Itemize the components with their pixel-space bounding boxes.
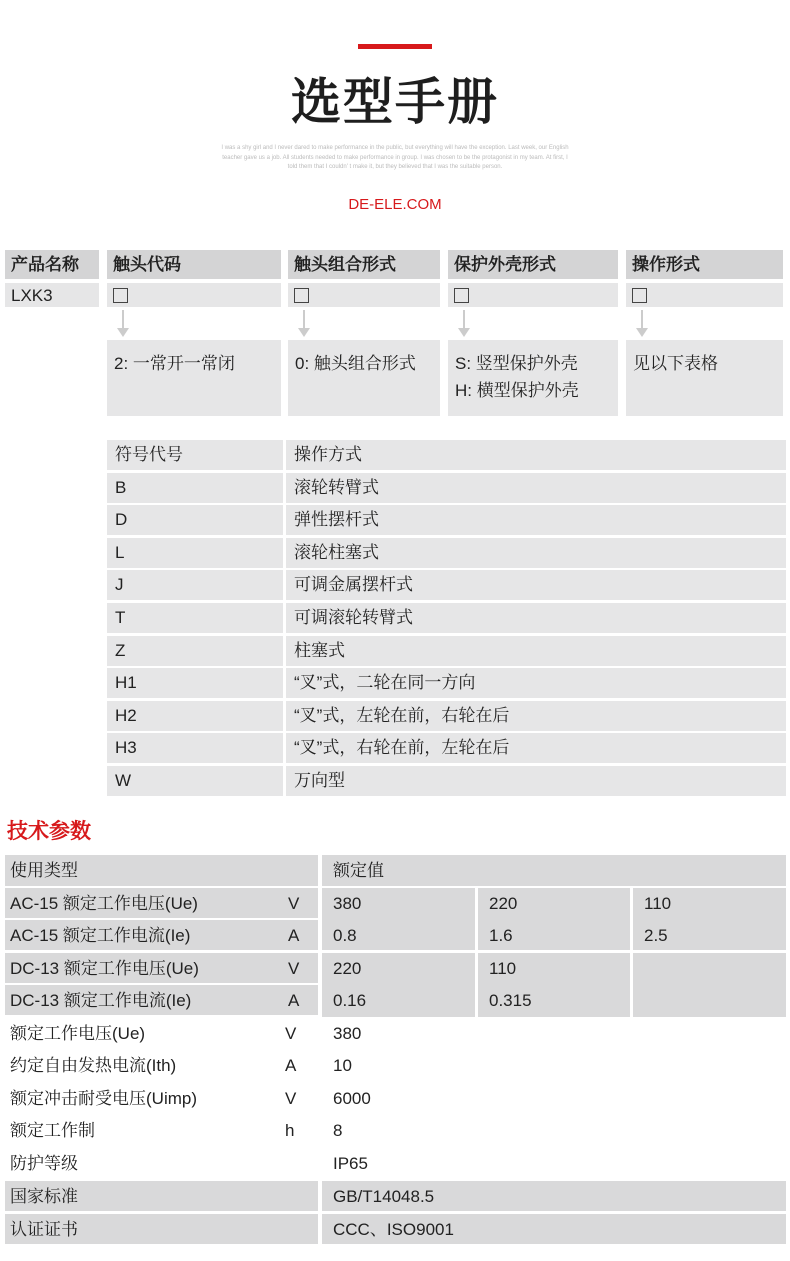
param-value: CCC、ISO9001	[322, 1214, 786, 1244]
code-placeholder-cell	[107, 283, 281, 307]
model-header: 保护外壳形式	[448, 250, 618, 279]
arrow-down-icon	[463, 310, 465, 332]
param-name: 国家标准	[5, 1181, 318, 1211]
checkbox-icon	[113, 288, 128, 303]
section-title-tech: 技术参数	[7, 820, 91, 843]
page-title: 选型手册	[291, 74, 499, 130]
symbol-code: H1	[107, 668, 283, 698]
tech-header: 额定值	[322, 855, 786, 886]
param-value: IP65	[333, 1153, 368, 1173]
rated-value: 110	[489, 958, 517, 978]
operation-mode: “叉”式，右轮在前，左轮在后	[286, 733, 786, 763]
param-unit	[280, 1148, 285, 1179]
operation-header: 操作方式	[286, 440, 786, 470]
symbol-header: 符号代号	[107, 440, 283, 470]
operation-mode: “叉”式，左轮在前，右轮在后	[286, 701, 786, 731]
param-unit: V	[288, 958, 300, 978]
param-unit: V	[285, 1024, 297, 1043]
symbol-code: Z	[107, 636, 283, 666]
param-name: 额定工作电压(Ue)	[10, 1024, 146, 1043]
operation-mode: 可调金属摆杆式	[286, 570, 786, 600]
param-name: DC-13 额定工作电流(Ie)	[5, 985, 318, 1015]
rated-value: 380	[333, 894, 362, 913]
param-value: 380	[333, 1024, 362, 1043]
operation-mode: 滚轮柱塞式	[286, 538, 786, 568]
param-value: 6000	[333, 1088, 371, 1108]
operation-mode: 万向型	[286, 766, 786, 796]
rated-value	[639, 953, 644, 984]
rated-value: 110	[644, 894, 672, 913]
arrow-down-icon	[641, 310, 643, 332]
rated-value: 220	[489, 894, 518, 913]
tech-header: 使用类型	[5, 855, 318, 886]
param-value: GB/T14048.5	[322, 1181, 786, 1211]
site-link[interactable]: DE-ELE.COM	[348, 196, 442, 213]
symbol-code: H3	[107, 733, 283, 763]
checkbox-icon	[294, 288, 309, 303]
rated-value: 1.6	[489, 926, 513, 946]
param-unit: A	[288, 926, 300, 946]
symbol-code: L	[107, 538, 283, 568]
rated-value: 0.8	[333, 926, 357, 946]
param-unit: V	[285, 1088, 297, 1108]
operation-mode: 滚轮转臂式	[286, 473, 786, 503]
option-description: 2: 一常开一常闭	[107, 340, 281, 416]
param-unit: V	[288, 894, 300, 913]
operation-mode: 柱塞式	[286, 636, 786, 666]
symbol-code: W	[107, 766, 283, 796]
param-name: 额定冲击耐受电压(Uimp)	[10, 1088, 197, 1108]
code-placeholder-cell	[288, 283, 440, 307]
value-cell-bg	[633, 953, 786, 1017]
option-description: S: 竖型保护外壳 H: 横型保护外壳	[448, 340, 618, 416]
param-name: 防护等级	[10, 1153, 78, 1173]
rated-value	[639, 985, 644, 1016]
symbol-code: D	[107, 505, 283, 535]
param-name: AC-15 额定工作电压(Ue)	[5, 888, 318, 918]
code-placeholder-cell	[448, 283, 618, 307]
model-header: 触头代码	[107, 250, 281, 279]
rated-value: 0.16	[333, 991, 367, 1011]
symbol-code: H2	[107, 701, 283, 731]
option-description: 0: 触头组合形式	[288, 340, 440, 416]
param-unit: h	[285, 1121, 295, 1141]
param-name: 认证证书	[5, 1214, 318, 1244]
arrow-down-icon	[303, 310, 305, 332]
operation-mode: 可调滚轮转臂式	[286, 603, 786, 633]
symbol-code: T	[107, 603, 283, 633]
model-header: 触头组合形式	[288, 250, 440, 279]
model-header: 产品名称	[5, 250, 99, 279]
param-unit: A	[288, 991, 300, 1011]
param-name: 约定自由发热电流(Ith)	[10, 1056, 177, 1076]
param-name: AC-15 额定工作电流(Ie)	[5, 920, 318, 950]
arrow-down-icon	[122, 310, 124, 332]
checkbox-icon	[454, 288, 469, 303]
operation-mode: “叉”式，二轮在同一方向	[286, 668, 786, 698]
blurb-text: I was a shy girl and I never dared to make performance in the public, but everything will have the exception. Last week, our English teacher gave us a job. All students needed to make performance in group. I was chosen to be the protagonist in my team. At first, I told them that I couldn' t make it, but they believed that I was the suitable person.	[221, 145, 569, 170]
param-unit: A	[285, 1056, 297, 1076]
param-value: 8	[333, 1121, 343, 1141]
symbol-code: B	[107, 473, 283, 503]
param-name: DC-13 额定工作电压(Ue)	[5, 953, 318, 983]
model-header: 操作形式	[626, 250, 783, 279]
code-placeholder-cell	[626, 283, 783, 307]
option-description: 见以下表格	[626, 340, 783, 416]
title-accent-bar	[358, 44, 432, 49]
param-name: 额定工作制	[10, 1121, 95, 1141]
rated-value: 0.315	[489, 991, 532, 1011]
checkbox-icon	[632, 288, 647, 303]
symbol-code: J	[107, 570, 283, 600]
param-value: 10	[333, 1056, 352, 1076]
rated-value: 220	[333, 958, 362, 978]
rated-value: 2.5	[644, 926, 668, 946]
product-name-cell: LXK3	[5, 283, 99, 307]
operation-mode: 弹性摆杆式	[286, 505, 786, 535]
